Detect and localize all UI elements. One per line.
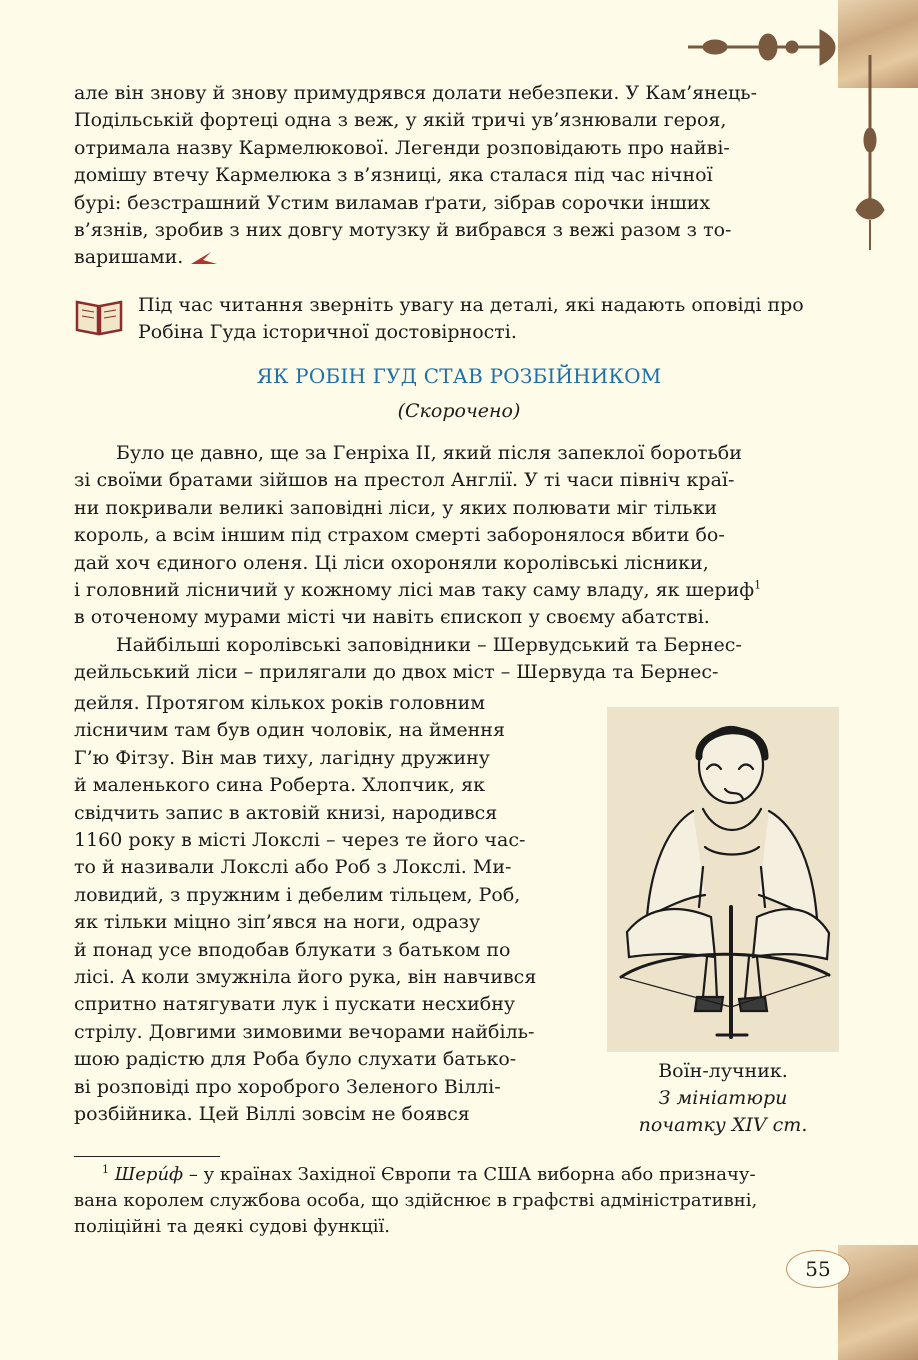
- story-subtitle: (Скорочено): [397, 400, 521, 422]
- text-line: й понад усе вподобав блукати з батьком по: [74, 938, 511, 961]
- text-line-last: [74, 244, 838, 271]
- text-line: Г’ю Фітзу. Він мав тиху, лагідну дружину: [74, 746, 490, 769]
- text-line: то й називали Локслі або Роб з Локслі. Ми-: [74, 856, 512, 879]
- text-line: спритно натягувати лук і пускати несхибну: [74, 993, 516, 1016]
- text-line: Подільській фортеці одна з веж, у якій тричі ув’язнювали героя,: [74, 109, 727, 132]
- caption-line: З мініатюри: [658, 1087, 788, 1109]
- footnote: [74, 1162, 838, 1240]
- caption-line: Воїн-лучник.: [658, 1060, 788, 1082]
- text-line: стрілу. Довгими зимовими вечорами найбіль-: [74, 1020, 535, 1043]
- text-line: дейля. Протягом кількох років головним: [74, 692, 486, 714]
- end-arrow-icon: [189, 250, 219, 266]
- decorative-corner-bottom: [838, 1245, 918, 1360]
- text-line: бурі: безстрашний Устим виламав ґрати, зібрав сорочки інших: [74, 191, 711, 214]
- text-line: ни покривали великі заповідні ліси, у яких полювати міг тільки: [74, 496, 718, 519]
- text-line: отримала назву Кармелюкової. Легенди розповідають про найві-: [74, 136, 730, 159]
- intro-paragraph: [74, 80, 838, 272]
- text-line: варишами.: [74, 246, 184, 269]
- text-line: Було це давно, ще за Генріха II, який після запеклої боротьби: [116, 442, 742, 464]
- text-line-with-footnote: [74, 577, 838, 604]
- archer-illustration: [607, 707, 839, 1052]
- reading-note: [74, 292, 838, 352]
- text-line: в’язнів, зробив з них довгу мотузку й вибрався з вежі разом з то-: [74, 219, 732, 242]
- text-line: король, а всім іншим під страхом смерті заборонялося вбити бо-: [74, 524, 725, 547]
- footnote-text: – у країнах Західної Європи та США виборна або призначу-: [183, 1164, 756, 1185]
- text-line: зі своїми братами зійшов на престол Англії. У ті часи північ краї-: [74, 469, 735, 492]
- story-paragraph-2: [74, 690, 584, 1129]
- footnote-divider: [74, 1156, 220, 1157]
- note-text: [138, 292, 838, 346]
- text-line: й маленького сина Роберта. Хлопчик, як: [74, 774, 485, 797]
- archer-drawing: [607, 707, 839, 1052]
- text-line: дай хоч єдиного оленя. Ці ліси охороняли королівські лісники,: [74, 551, 709, 574]
- text-line: шою радістю для Роба було слухати батько-: [74, 1048, 517, 1071]
- footnote-marker: 1: [754, 578, 762, 592]
- footnote-text: вана королем службова особа, що здійснює в графстві адміністративні,: [74, 1190, 758, 1211]
- footnote-number: 1: [102, 1163, 109, 1176]
- text-line: Найбільші королівські заповідники – Шервудський та Бернес-: [116, 633, 742, 656]
- text-line: в оточеному мурами місті чи навіть єпископ у своєму абатстві.: [74, 606, 710, 629]
- text-line: ві розповіді про хороброго Зеленого Віллі-: [74, 1075, 501, 1098]
- text-line: дейльський ліси – прилягали до двох міст – Шервуда та Бернес-: [74, 661, 719, 684]
- text-line: свідчить запис в актовій книзі, народився: [74, 801, 498, 824]
- text-line: ловидий, з пружним і дебелим тільцем, Роб,: [74, 883, 521, 906]
- page-number: 55: [786, 1250, 850, 1288]
- figure-caption: [607, 1058, 839, 1139]
- text-line: розбійника. Цей Віллі зовсім не боявся: [74, 1103, 470, 1126]
- note-line: Робіна Гуда історичної достовірності.: [138, 321, 517, 343]
- book-icon: [74, 298, 124, 336]
- text-line: як тільки міцно зіп’явся на ноги, одразу: [74, 911, 481, 934]
- text-line: лісничим там був один чоловік, на ймення: [74, 719, 505, 742]
- story-title: ЯК РОБІН ГУД СТАВ РОЗБІЙНИКОМ: [256, 364, 662, 388]
- text-line: 1160 року в місті Локслі – через те його час-: [74, 829, 526, 852]
- note-line: Під час читання зверніть увагу на деталі, які надають оповіді про: [138, 294, 804, 316]
- story-paragraph-1: [74, 440, 838, 687]
- footnote-text: поліційні та деякі судові функції.: [74, 1216, 391, 1237]
- footnote-term: Шери́ф: [114, 1164, 184, 1185]
- caption-line: початку XIV ст.: [638, 1114, 808, 1136]
- text-line: домішу втечу Кармелюка з в’язниці, яка сталася під час нічної: [74, 164, 713, 187]
- text-line: і головний лісничий у кожному лісі мав таку саму владу, як шериф: [74, 579, 755, 602]
- text-line: але він знову й знову примудрявся долати небезпеки. У Кам’янець-: [74, 82, 758, 104]
- text-line: лісі. А коли змужніла його рука, він навчився: [74, 966, 537, 989]
